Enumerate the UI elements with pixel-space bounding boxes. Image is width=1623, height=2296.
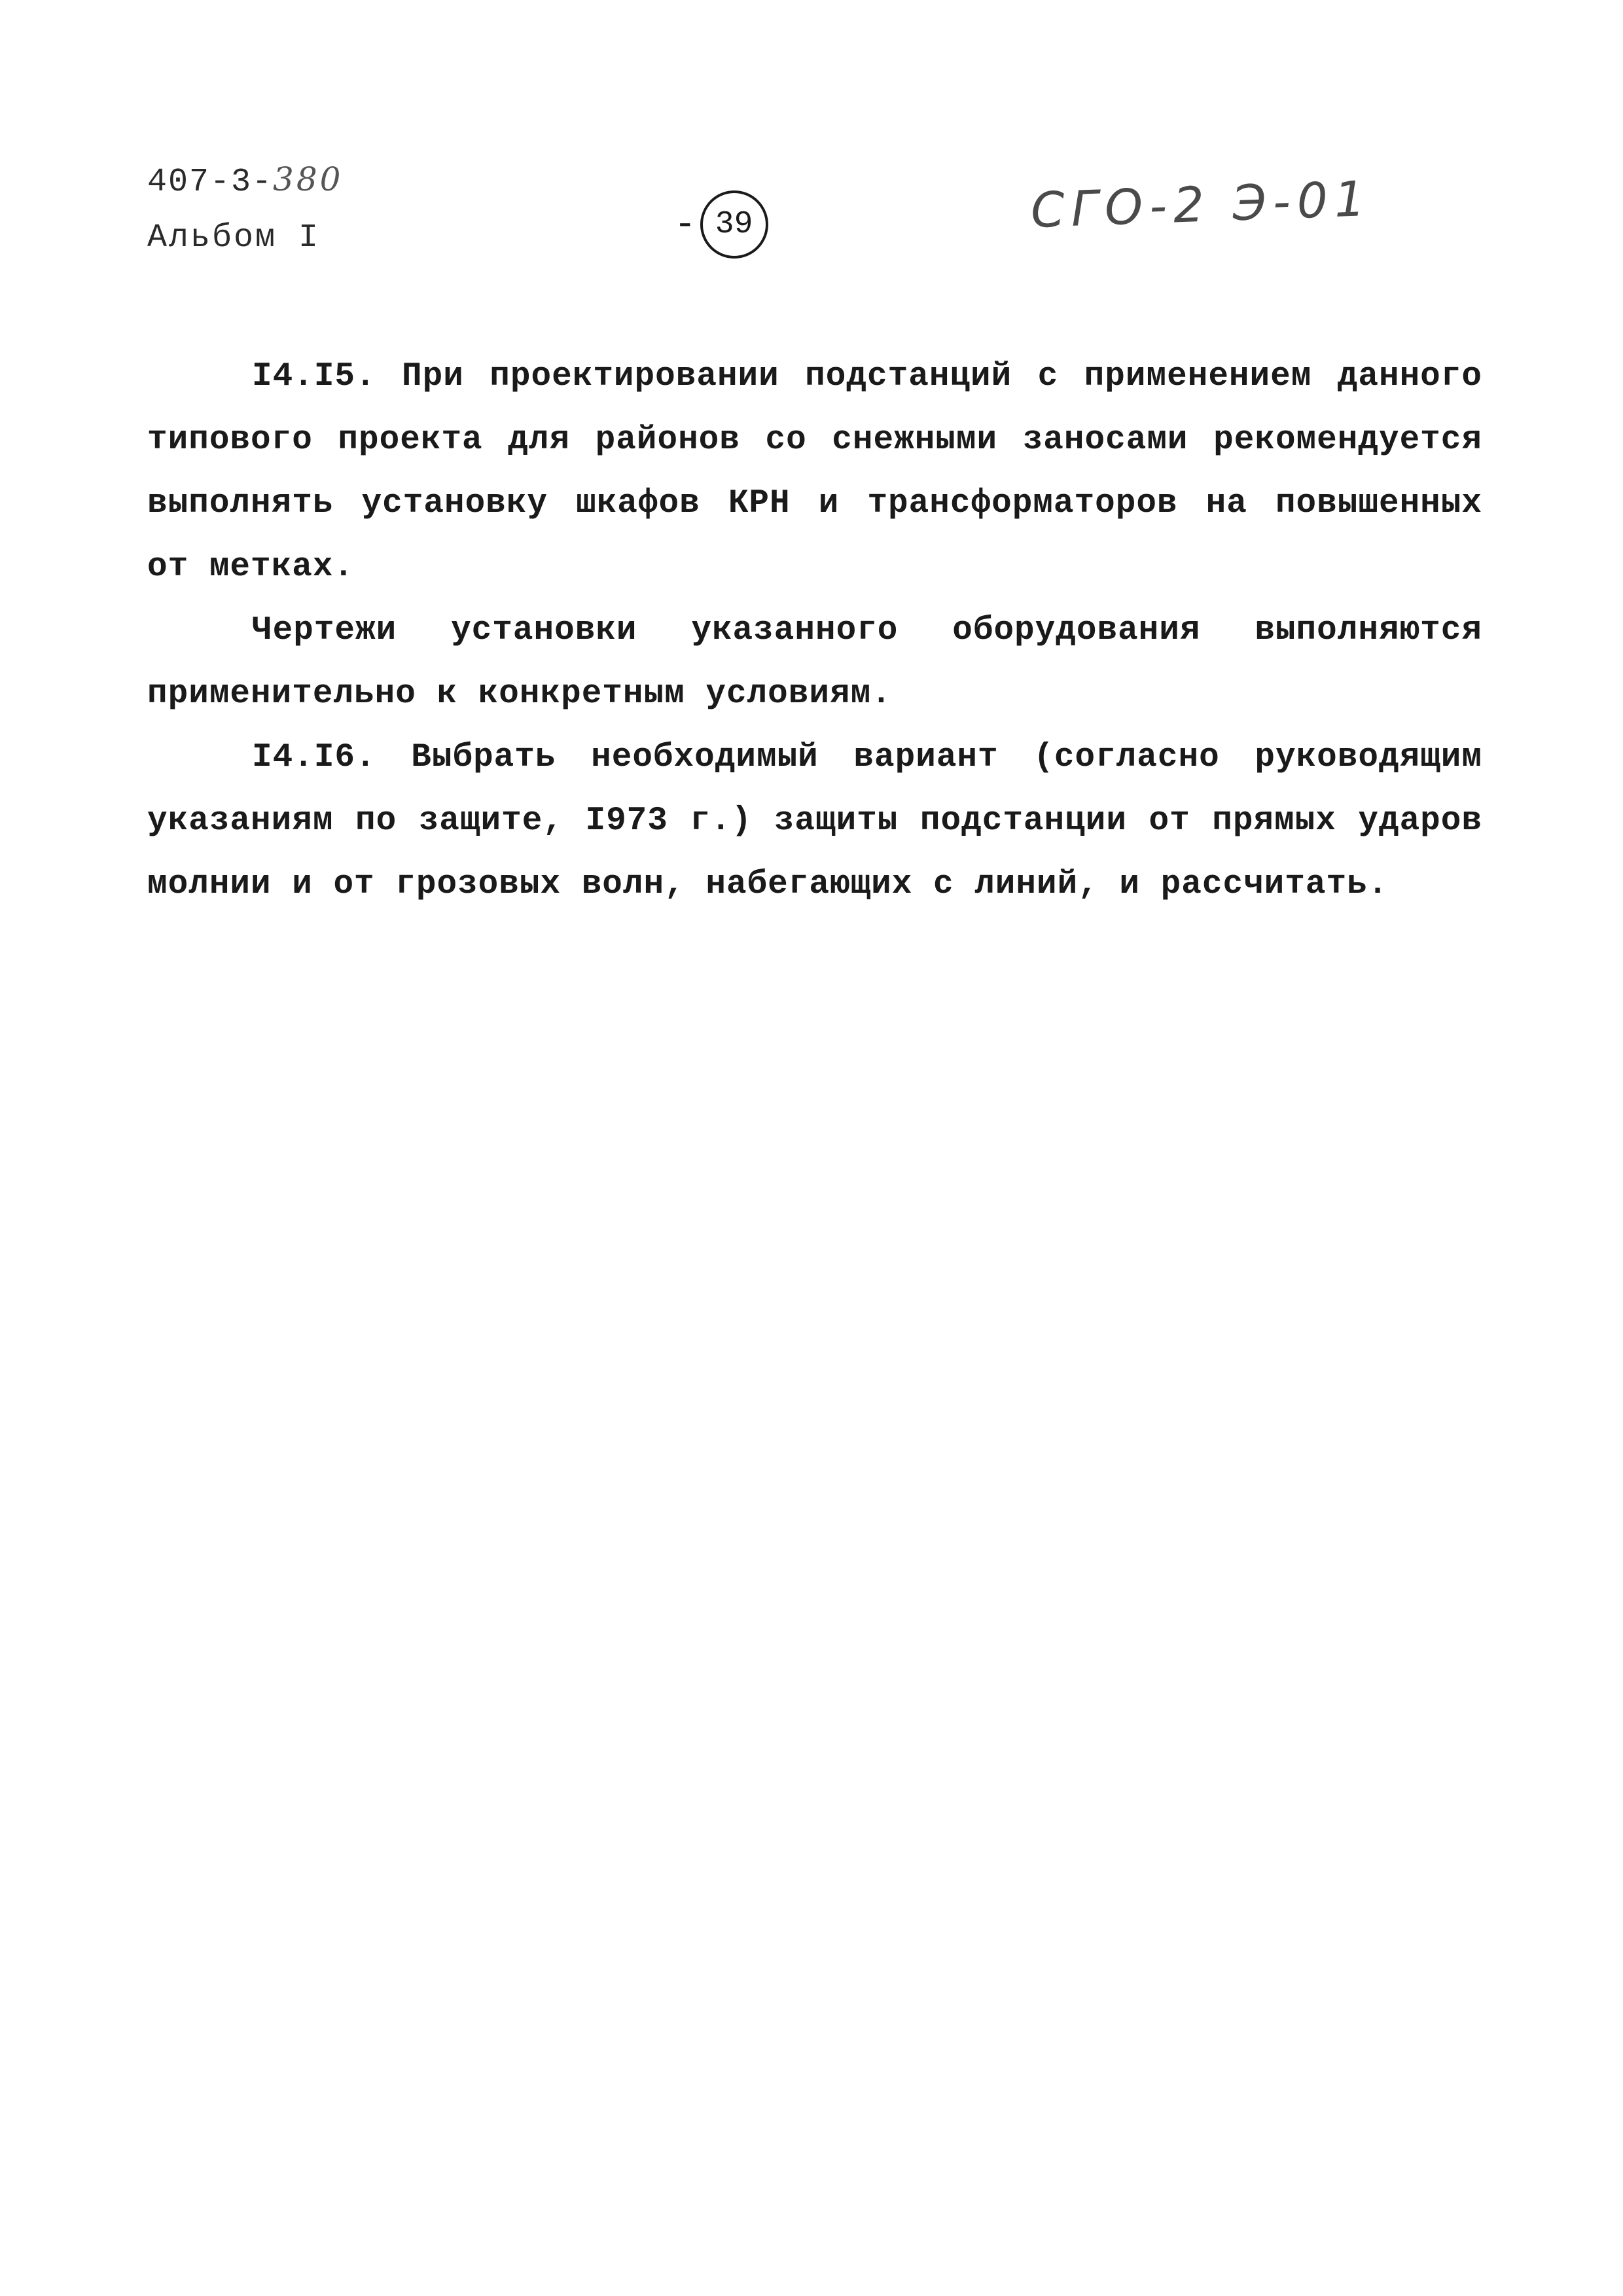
document-code-handwritten: 380 [273, 160, 344, 198]
paragraph-14-16: I4.I6. Выбрать необходимый вариант (согласно руководящим указаниям по защите, I973 г.) защиты подстанции от прямых ударов молнии и от грозовых волн, набегающих с линий, и рассчитать. [147, 739, 1482, 903]
document-code [147, 160, 343, 201]
inventory-stamp: СГО-2 Э-01 [1029, 170, 1373, 240]
paragraph-drawings-note: Чертежи установки указанного оборудования выполняются применительно к конкретным условиям. [147, 612, 1482, 713]
page-number-dash: - [674, 204, 696, 245]
page-number-circle [700, 190, 768, 259]
paragraph-14-15: I4.I5. При проектировании подстанций с применением данного типового проекта для районов со снежными заносами рекомендуется выполнять установку шкафов КРН и трансформаторов на повышенных от метках. [147, 358, 1482, 586]
document-code-typed: 407-3- [147, 164, 274, 201]
page-number-value: 39 [715, 207, 753, 242]
page-number [674, 188, 768, 260]
album-label: Альбом I [147, 219, 321, 257]
